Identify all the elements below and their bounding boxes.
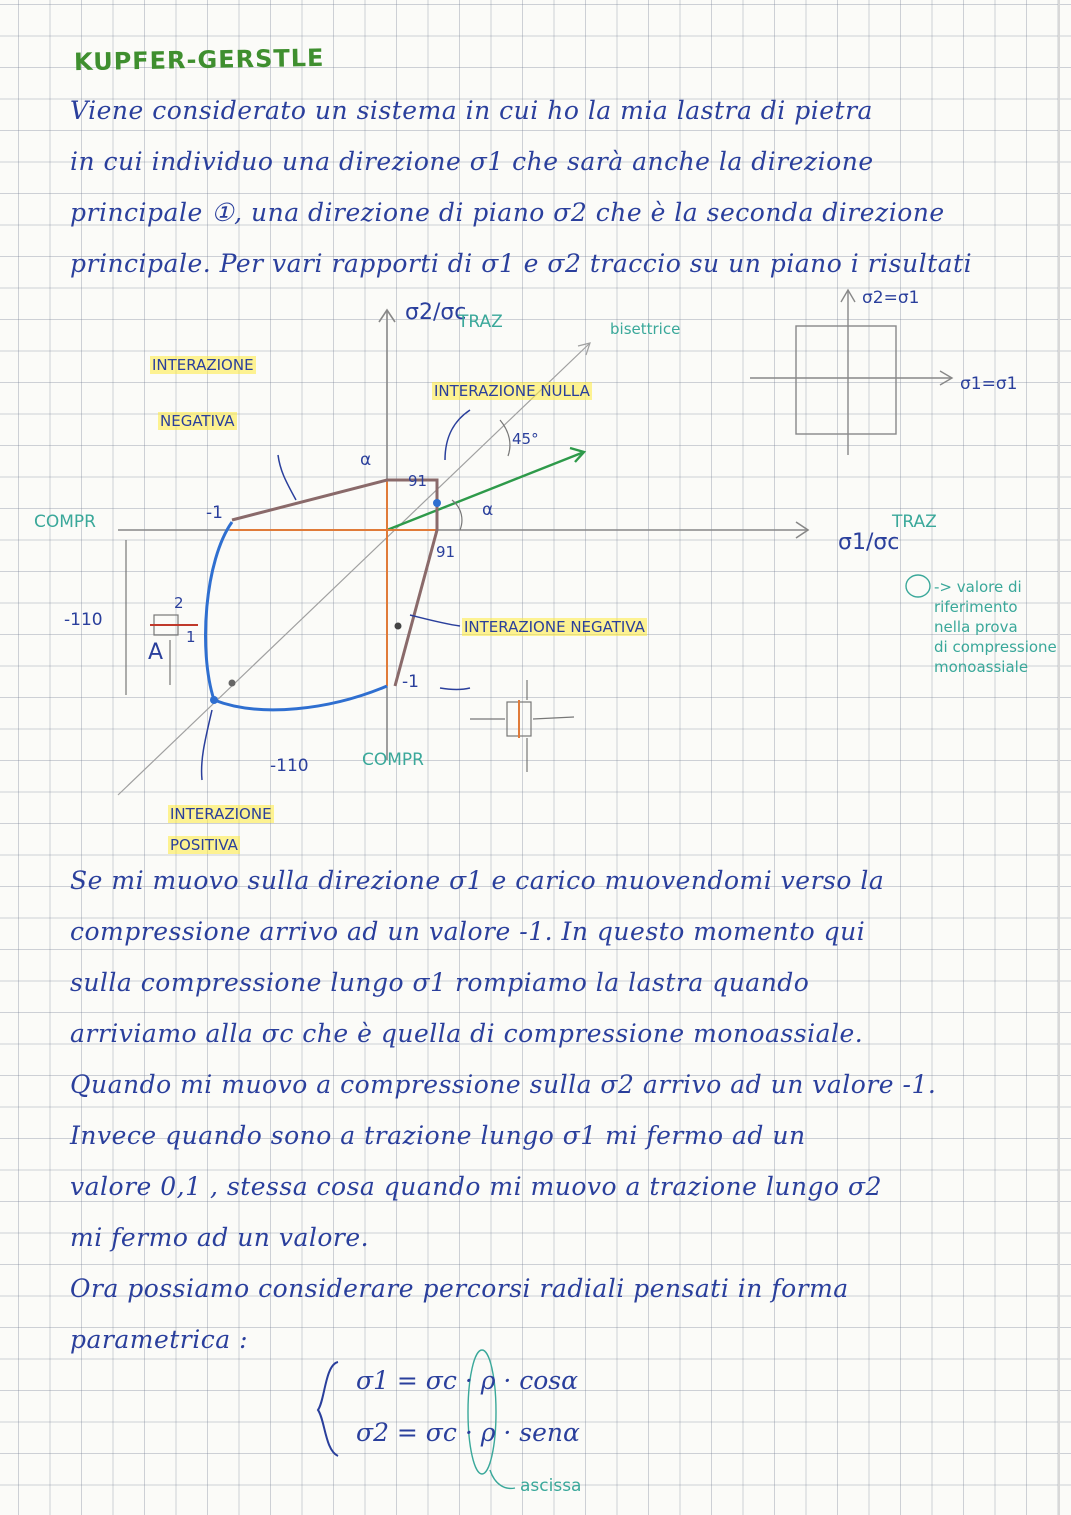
- traz-top-label: TRAZ: [458, 312, 503, 332]
- point-biaxial: [210, 696, 218, 704]
- body-line-5: Quando mi muovo a compressione sulla σ2 arrivo ad un valore -1.: [70, 1070, 937, 1099]
- formula-note: ascissa: [520, 1476, 582, 1496]
- compr-bottom-label: COMPR: [362, 750, 424, 770]
- inset-square: [796, 326, 896, 434]
- note-circle: [906, 575, 930, 597]
- point-left: [229, 680, 236, 687]
- label-interazione-positiva-1: INTERAZIONE: [170, 805, 272, 823]
- body-line-4: arriviamo alla σc che è quella di compressione monoassiale.: [70, 1019, 864, 1048]
- y-axis-label: σ2/σc: [405, 300, 467, 325]
- traz-right-label: TRAZ: [892, 512, 937, 532]
- pointer-neg1: [440, 688, 470, 690]
- label-interazione-positiva-2: POSITIVA: [170, 836, 238, 854]
- label-interazione-negativa-top-2: NEGATIVA: [160, 412, 235, 430]
- alpha-top-label: α: [360, 450, 372, 470]
- small-2-label: 2: [174, 594, 184, 612]
- note-line-3: nella prova: [934, 618, 1018, 636]
- note-line-2: riferimento: [934, 598, 1018, 616]
- body-line-1: Se mi muovo sulla direzione σ1 e carico muovendomi verso la: [70, 866, 885, 895]
- intro-line-2: in cui individuo una direzione σ1 che sarà anche la direzione: [70, 147, 874, 176]
- pointer-positiva: [202, 710, 212, 780]
- small-1-label: 1: [186, 628, 196, 646]
- angle-arc-45: [500, 420, 510, 456]
- formula-line-2: σ2 = σc · ρ · senα: [356, 1418, 580, 1447]
- body-line-3: sulla compressione lungo σ1 rompiamo la lastra quando: [70, 968, 810, 997]
- bisector-label: bisettrice: [610, 320, 681, 338]
- inset-top-label: σ2=σ1: [862, 288, 920, 308]
- pointer-nulla: [445, 410, 470, 460]
- tick-neg110-left: -110: [64, 610, 103, 630]
- inset-right-label: σ1=σ1: [960, 374, 1018, 394]
- note-line-4: di compressione: [934, 638, 1057, 656]
- point-right: [395, 623, 402, 630]
- label-interazione-negativa-right: INTERAZIONE NEGATIVA: [464, 618, 645, 636]
- element-b-arrow-right: [533, 717, 574, 719]
- body-line-6: Invece quando sono a trazione lungo σ1 mi fermo ad un: [70, 1121, 806, 1150]
- note-line-5: monoassiale: [934, 658, 1029, 676]
- point-nulla: [433, 499, 441, 507]
- intro-line-3: principale ①, una direzione di piano σ2 che è la seconda direzione: [70, 198, 945, 227]
- tick-091-right: 91: [436, 543, 456, 561]
- compr-left-label: COMPR: [34, 512, 96, 532]
- intro-line-4: principale. Per vari rapporti di σ1 e σ2 traccio su un piano i risultati: [70, 249, 973, 278]
- angle-45-label: 45°: [512, 430, 539, 448]
- formula-line-1: σ1 = σc · ρ · cosα: [356, 1366, 579, 1395]
- note-line-1: -> valore di: [934, 578, 1022, 596]
- tick-neg1-top: -1: [206, 503, 223, 523]
- pointer-neg-right: [410, 615, 460, 626]
- tick-091-top: 91: [408, 472, 428, 490]
- label-interazione-nulla: INTERAZIONE NULLA: [434, 382, 590, 400]
- body-line-10: parametrica :: [70, 1325, 249, 1354]
- alpha-right-label: α: [482, 500, 494, 520]
- tick-neg1-right: -1: [402, 672, 419, 692]
- body-line-8: mi fermo ad un valore.: [70, 1223, 370, 1252]
- tick-neg110-bottom: -110: [270, 756, 309, 776]
- body-line-7: valore 0,1 , stessa cosa quando mi muovo a trazione lungo σ2: [70, 1172, 883, 1201]
- pointer-neg-top: [278, 455, 296, 500]
- point-a-label: A: [148, 640, 164, 665]
- intro-line-1: Viene considerato un sistema in cui ho la mia lastra di pietra: [70, 96, 873, 125]
- page-title: KUPFER-GERSTLE: [73, 43, 325, 77]
- body-line-9: Ora possiamo considerare percorsi radiali pensati in forma: [70, 1274, 849, 1303]
- failure-envelope-tension: [232, 480, 437, 686]
- label-interazione-negativa-top-1: INTERAZIONE: [152, 356, 254, 374]
- body-line-2: compressione arrivo ad un valore -1. In questo momento qui: [70, 917, 866, 946]
- x-axis-label: σ1/σc: [838, 530, 900, 555]
